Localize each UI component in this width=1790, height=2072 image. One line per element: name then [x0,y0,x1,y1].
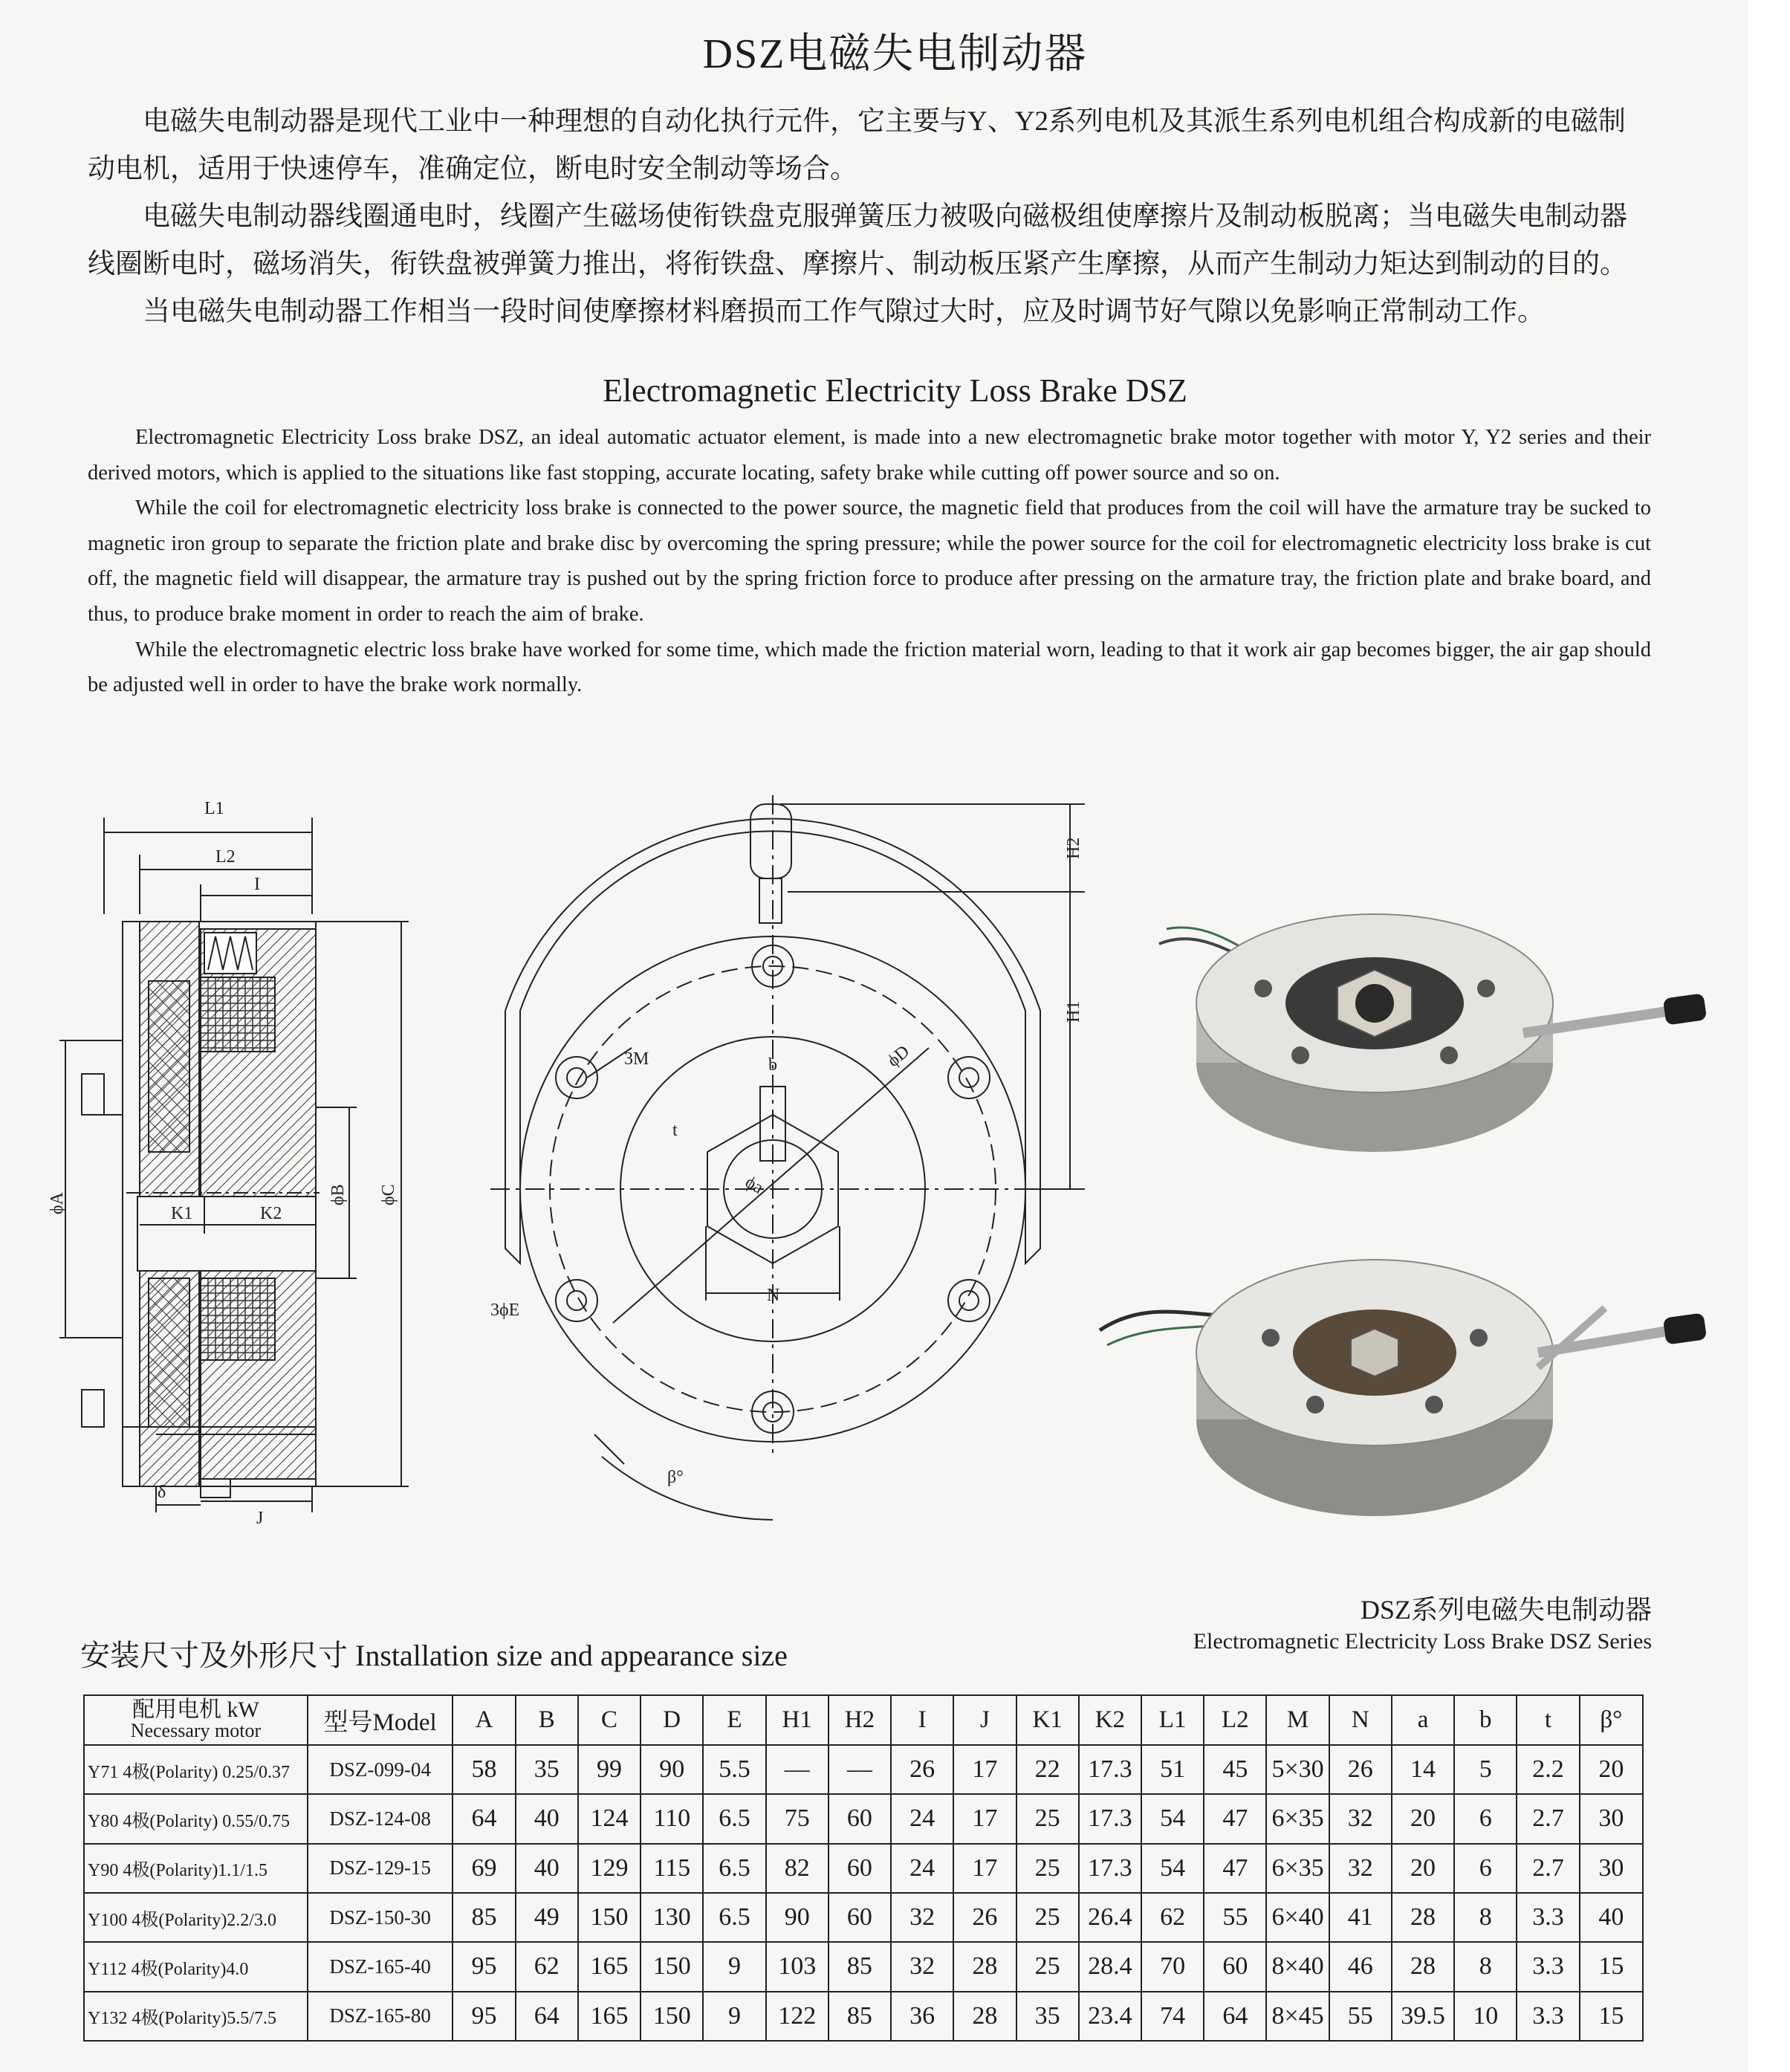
install-title-cn: 安装尺寸及外形尺寸 [80,1639,348,1672]
label-3e: 3ϕE [490,1301,520,1320]
cell-value: 6.5 [703,1893,765,1942]
cell-value: 28 [1392,1893,1454,1942]
cell-value: 55 [1204,1893,1266,1942]
title-cn: DSZ电磁失电制动器 [702,31,1088,77]
label-i: I [254,875,260,894]
cell-value: 47 [1204,1794,1266,1843]
cell-value: 110 [641,1794,703,1843]
label-t: t [672,1121,678,1140]
cell-value: 26 [1329,1745,1392,1794]
cell-value: 5 [1454,1745,1517,1794]
cell-model: DSZ-099-04 [308,1745,453,1794]
intro-cn-paragraph: 电磁失电制动器线圈通电时，线圈产生磁场使衔铁盘克服弹簧压力被吸向磁极组使摩擦片及制动板脱离；当电磁失电制动器线圈断电时，磁场消失，衔铁盘被弹簧力推出，将衔铁盘、摩擦片、制动板压紧产生摩擦，从而产生制动力矩达到制动的目的。 [88,201,1627,279]
cell-value: 129 [578,1844,641,1893]
table-row [84,1992,1643,2041]
header-col: b [1454,1695,1517,1745]
intro-en-paragraph: Electromagnetic Electricity Loss brake DSZ, an ideal automatic actuator element, is made into a new electromagnetic brake motor together with motor Y, Y2 series and their derived motors, which is applied to the situations like fast stopping, accurate locating, safety brake while cutting off power source and so on. [88,426,1651,485]
cell-value: 165 [578,1992,641,2041]
header-col: H2 [828,1695,891,1745]
header-col: t [1517,1695,1579,1745]
intro-cn-paragraph: 当电磁失电制动器工作相当一段时间使摩擦材料磨损而工作气隙过大时，应及时调节好气隙以免影响正常制动工作。 [143,297,1545,327]
header-col: H1 [766,1695,828,1745]
cell-value: 39.5 [1392,1992,1454,2041]
cell-value: 8 [1454,1942,1517,1991]
cell-value: 85 [828,1992,891,2041]
cell-value: 6 [1454,1844,1517,1893]
cell-value: 64 [453,1794,515,1843]
cell-value: 103 [766,1942,828,1991]
header-col: L2 [1204,1695,1266,1745]
header-col: L1 [1141,1695,1204,1745]
cell-value: 2.7 [1517,1794,1579,1843]
cell-value: 54 [1141,1844,1204,1893]
label-3m: 3M [624,1049,649,1069]
cell-value: 41 [1329,1893,1392,1942]
header-col: I [891,1695,953,1745]
cell-value: 122 [766,1992,828,2041]
cell-value: 20 [1392,1794,1454,1843]
label-phi-a: ϕA [48,1192,67,1214]
cell-model: DSZ-165-40 [308,1942,453,1991]
intro-en-paragraph: While the coil for electromagnetic electricity loss brake is connected to the power source, the magnetic field that produces from the coil will have the armature tray be sucked to magnetic iron group to separate the friction plate and brake disc by overcoming the spring pressure; while the power source for the coil for electromagnetic electricity loss brake is cut off, the magnetic field will disappear, the armature tray is pushed out by the spring friction force to produce after pressing on the armature tray, the friction plate and brake board, and thus, to produce brake moment in order to reach the aim of brake. [88,496,1651,626]
label-h1: H1 [1064,1000,1083,1023]
cell-value: 85 [828,1942,891,1991]
cell-value: 64 [1204,1992,1266,2041]
label-beta: β° [667,1468,684,1487]
cell-value: 9 [703,1992,765,2041]
cell-value: 75 [766,1794,828,1843]
cell-value: 24 [891,1794,953,1843]
header-col: K2 [1079,1695,1141,1745]
cell-value: 3.3 [1517,1992,1579,2041]
table-row [84,1942,1643,1991]
header-col: D [641,1695,703,1745]
cell-value: 30 [1580,1794,1643,1843]
label-phi-c: ϕC [379,1184,398,1205]
table-row [84,1794,1643,1843]
cell-value: 82 [766,1844,828,1893]
cell-value: 32 [1329,1794,1392,1843]
cell-value: 3.3 [1517,1942,1579,1991]
spec-table-body [84,1745,1643,2041]
label-k1: K1 [171,1204,193,1223]
cell-value: 95 [453,1942,515,1991]
cell-value: — [766,1745,828,1794]
cell-value: 70 [1141,1942,1204,1991]
label-b: b [768,1055,777,1075]
cell-value: 25 [1016,1942,1079,1991]
cell-value: 64 [516,1992,578,2041]
cell-value: 5.5 [703,1745,765,1794]
intro-en-paragraph: While the electromagnetic electric loss brake have worked for some time, which made the friction material worn, leading to that it work air gap becomes bigger, the air gap should be adjusted well in order to have the brake work normally. [88,638,1651,697]
cell-value: 90 [766,1893,828,1942]
cell-value: 10 [1454,1992,1517,2041]
title-en: Electromagnetic Electricity Loss Brake DSZ [603,372,1187,409]
cell-value: 17 [953,1844,1016,1893]
cell-motor: Y132 4极(Polarity)5.5/7.5 [84,1992,308,2041]
label-l1: L1 [204,799,224,818]
cell-value: 28.4 [1079,1942,1141,1991]
cell-value: 35 [516,1745,578,1794]
cell-value: 22 [1016,1745,1079,1794]
cell-value: 32 [1329,1844,1392,1893]
cell-value: 130 [641,1893,703,1942]
cell-value: 3.3 [1517,1893,1579,1942]
label-phi-d: ϕD [883,1041,914,1072]
cell-value: 60 [828,1893,891,1942]
cell-value: 99 [578,1745,641,1794]
cell-motor: Y90 4极(Polarity)1.1/1.5 [84,1844,308,1893]
cell-value: 32 [891,1893,953,1942]
spec-table [83,1694,1644,2042]
table-row [84,1893,1643,1942]
series-caption-en: Electromagnetic Electricity Loss Brake DSZ Series [1193,1629,1652,1654]
cell-value: 28 [953,1992,1016,2041]
side-section-drawing [48,788,438,1531]
cell-value: 25 [1016,1794,1079,1843]
cell-value: 28 [953,1942,1016,1991]
cell-value: 25 [1016,1893,1079,1942]
brake-photo-1 [1152,899,1716,1167]
cell-value: 40 [516,1844,578,1893]
cell-value: 46 [1329,1942,1392,1991]
label-k2: K2 [260,1204,282,1223]
page-edge [1748,0,1790,2072]
cell-value: 32 [891,1942,953,1991]
cell-value: 60 [1204,1942,1266,1991]
brake-photo-2 [1092,1234,1716,1531]
cell-value: 150 [578,1893,641,1942]
header-col: J [953,1695,1016,1745]
label-h2: H2 [1064,837,1083,859]
cell-value: 20 [1392,1844,1454,1893]
header-col: N [1329,1695,1392,1745]
cell-value: 9 [703,1942,765,1991]
cell-value: 115 [641,1844,703,1893]
label-phi-b: ϕB [328,1184,348,1205]
cell-value: 8×40 [1266,1942,1329,1991]
header-col: β° [1580,1695,1643,1745]
cell-value: 150 [641,1942,703,1991]
header-motor-en: Necessary motor [130,1719,262,1741]
cell-value: 26 [953,1893,1016,1942]
header-model: 型号Model [308,1695,453,1745]
cell-value: 24 [891,1844,953,1893]
cell-value: 17.3 [1079,1745,1141,1794]
header-col: K1 [1016,1695,1079,1745]
cell-value: 95 [453,1992,515,2041]
cell-value: 55 [1329,1992,1392,2041]
cell-model: DSZ-129-15 [308,1844,453,1893]
cell-value: 6.5 [703,1844,765,1893]
cell-value: 8 [1454,1893,1517,1942]
cell-value: 35 [1016,1992,1079,2041]
cell-value: 14 [1392,1745,1454,1794]
intro-cn [88,98,1648,336]
cell-value: 51 [1141,1745,1204,1794]
header-motor [84,1695,308,1745]
cell-value: 17.3 [1079,1794,1141,1843]
cell-value: 6.5 [703,1794,765,1843]
cell-value: 150 [641,1992,703,2041]
cell-value: 2.7 [1517,1844,1579,1893]
header-col: C [578,1695,641,1745]
cell-value: 36 [891,1992,953,2041]
cell-value: 47 [1204,1844,1266,1893]
cell-value: 25 [1016,1844,1079,1893]
cell-value: 28 [1392,1942,1454,1991]
cell-value: 26.4 [1079,1893,1141,1942]
cell-value: 15 [1580,1992,1643,2041]
cell-value: 17.3 [1079,1844,1141,1893]
cell-motor: Y71 4极(Polarity) 0.25/0.37 [84,1745,308,1794]
table-row [84,1844,1643,1893]
cell-value: 60 [828,1844,891,1893]
cell-value: 165 [578,1942,641,1991]
cell-value: 17 [953,1794,1016,1843]
cell-value: 45 [1204,1745,1266,1794]
cell-value: 8×45 [1266,1992,1329,2041]
header-col: A [453,1695,515,1745]
cell-value: 60 [828,1794,891,1843]
cell-value: 69 [453,1844,515,1893]
label-l2: L2 [215,847,236,867]
cell-value: 15 [1580,1942,1643,1991]
cell-value: 2.2 [1517,1745,1579,1794]
cell-value: 62 [1141,1893,1204,1942]
cell-motor: Y100 4极(Polarity)2.2/3.0 [84,1893,308,1942]
cell-value: 58 [453,1745,515,1794]
cell-model: DSZ-150-30 [308,1893,453,1942]
cell-model: DSZ-124-08 [308,1794,453,1843]
cell-value: 26 [891,1745,953,1794]
table-row [84,1745,1643,1794]
install-title-en: Installation size and appearance size [355,1639,788,1672]
cell-model: DSZ-165-80 [308,1992,453,2041]
cell-value: 62 [516,1942,578,1991]
cell-value: 6 [1454,1794,1517,1843]
cell-value: 17 [953,1745,1016,1794]
cell-value: 30 [1580,1844,1643,1893]
install-title [80,1632,788,1674]
header-col: B [516,1695,578,1745]
cell-value: 40 [1580,1893,1643,1942]
series-caption-cn: DSZ系列电磁失电制动器 [1360,1595,1652,1625]
label-phi-a-small: ϕa [742,1172,767,1198]
header-motor-cn: 配用电机 kW [132,1697,259,1722]
table-header-row [84,1695,1643,1745]
header-col: a [1392,1695,1454,1745]
header-col: E [703,1695,765,1745]
cell-motor: Y80 4极(Polarity) 0.55/0.75 [84,1794,308,1843]
label-j: J [256,1509,264,1528]
header-col: M [1266,1695,1329,1745]
cell-value: — [828,1745,891,1794]
cell-value: 20 [1580,1745,1643,1794]
cell-value: 90 [641,1745,703,1794]
front-view-drawing [476,788,1100,1531]
label-n: N [767,1286,780,1305]
cell-value: 74 [1141,1992,1204,2041]
cell-motor: Y112 4极(Polarity)4.0 [84,1942,308,1991]
label-delta: δ [158,1483,166,1502]
cell-value: 85 [453,1893,515,1942]
cell-value: 54 [1141,1794,1204,1843]
cell-value: 5×30 [1266,1745,1329,1794]
cell-value: 49 [516,1893,578,1942]
intro-cn-paragraph: 电磁失电制动器是现代工业中一种理想的自动化执行元件，它主要与Y、Y2系列电机及其派生系列电机组合构成新的电磁制动电机，适用于快速停车，准确定位，断电时安全制动等场合。 [88,106,1626,184]
cell-value: 6×40 [1266,1893,1329,1942]
cell-value: 124 [578,1794,641,1843]
cell-value: 6×35 [1266,1794,1329,1843]
cell-value: 40 [516,1794,578,1843]
cell-value: 23.4 [1079,1992,1141,2041]
intro-en [88,420,1651,703]
cell-value: 6×35 [1266,1844,1329,1893]
